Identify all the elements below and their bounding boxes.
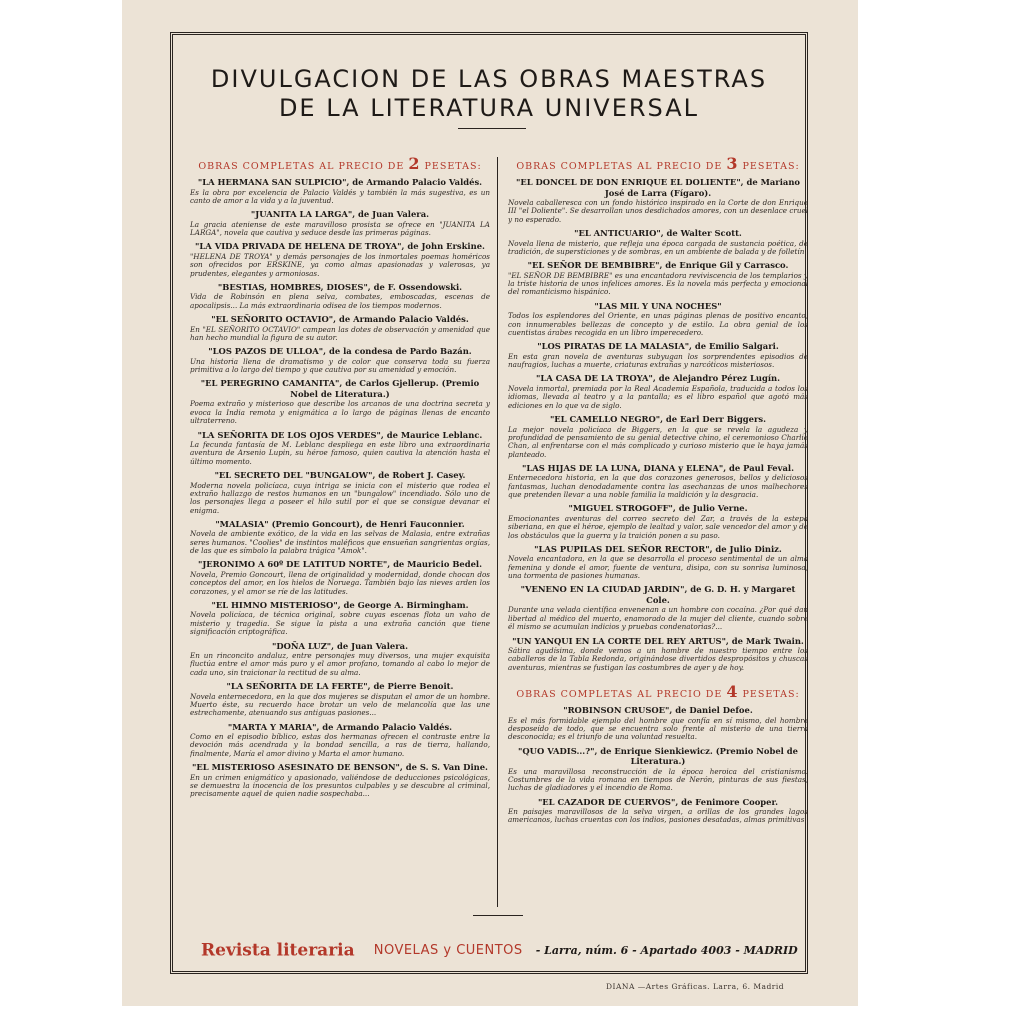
book-title: "EL SECRETO DEL "BUNGALOW", de Robert J. Casey. — [214, 470, 466, 481]
book-entry — [190, 559, 490, 596]
title-divider — [458, 128, 526, 129]
book-description: Como en el episodio bíblico, estas dos hermanas ofrecen el contraste entre la devoción más acendrada y la bondad sencilla, a ras de tierra, hallando, finalmente, María el amor divino y Marta el amor humano. — [190, 732, 490, 758]
book-title: "EL SEÑORITO OCTAVIO", de Armando Palacio Valdés. — [211, 314, 469, 325]
book-title: "QUO VADIS...?", de Enrique Sienkiewicz. (Premio Nobel de Literatura.) — [518, 745, 798, 767]
book-description: Moderna novela policíaca, cuya intriga se inicia con el misterio que rodea el extraño hallazgo de restos humanos en un "bungalow" incendiado. Sólo uno de los personajes llega a poseer el hilo sutil por el que se consigue devanar el enigma. — [190, 480, 490, 515]
section-heading-2-pesetas — [190, 154, 490, 173]
book-description: Durante una velada científica envenenan a un hombre con cocaína. ¿Por qué dan libertad al médico del muerto, enamorado de la mujer del cliente, cuando sobre él mismo se acumulan indicios y pruebas condenatorias?... — [508, 605, 808, 632]
brand-logo-text: Revista literaria — [201, 940, 355, 961]
book-entry — [190, 519, 490, 556]
book-description: La gracia ateniense de este maravilloso prosista se ofrece en "JUANITA LA LARGA", novela que cautiva y seduce desde las primeras páginas. — [190, 219, 490, 238]
book-description: En "EL SEÑORITO OCTAVIO" campean las dotes de observación y amenidad que han hecho mundial la figura de su autor. — [190, 324, 490, 342]
section-heading-4-pesetas — [508, 682, 808, 701]
book-entry — [508, 636, 808, 673]
book-title: "LA VIDA PRIVADA DE HELENA DE TROYA", de John Erskine. — [195, 241, 485, 252]
book-description: En un rinconcito andaluz, entre personajes muy diversos, una mujer exquisita fluctúa entre el amor más puro y el amor profano, tomando al cabo lo mejor de cada uno, sin traicionar la rectitud de su alma. — [190, 651, 490, 677]
book-description: Es la obra por excelencia de Palacio Valdés y también la más sugestiva, es un canto de amor a la vida y a la juventud. — [190, 187, 490, 205]
book-title: "EL CAZADOR DE CUERVOS", de Fenimore Cooper. — [537, 796, 779, 807]
book-description: Vida de Robinsón en plena selva, combates, emboscadas, escenas de apocalipsis... La más extraordinaria odisea de los tiempos modernos. — [190, 292, 490, 310]
book-title: "LA HERMANA SAN SULPICIO", de Armando Palacio Valdés. — [197, 177, 483, 187]
book-description: Novela enternecedora, en la que dos mujeres se disputan el amor de un hombre. Muerto éste, su recuerdo hace brotar un velo de melancolía que las une estrechamente, atenuando sus antiguas pasiones... — [190, 691, 490, 718]
book-description: Novela encantadora, en la que se desarrolla el proceso sentimental de un alma femenina y donde el amor, fuente de ventura, disipa, con su sonrisa luminosa, una tormenta de pasiones humanas. — [508, 554, 808, 581]
book-title: "JERONIMO A 60º DE LATITUD NORTE", de Mauricio Bedel. — [197, 559, 483, 570]
publisher-address: - Larra, núm. 6 - Apartado 4003 - MADRID — [535, 944, 798, 957]
section-heading-3-pesetas — [508, 154, 808, 173]
book-title: "JUANITA LA LARGA", de Juan Valera. — [250, 209, 430, 220]
book-title: "EL PEREGRINO CAMANITA", de Carlos Gjellerup. (Premio Nobel de Literatura.) — [200, 378, 480, 399]
book-description: La fecunda fantasía de M. Leblanc despliega en este libro una extraordinaria aventura de Arsenio Lupin, su héroe famoso, quien cautiva la atención hasta el último momento. — [190, 440, 490, 466]
book-title: "MIGUEL STROGOFF", de Julio Verne. — [568, 503, 748, 514]
book-title: "UN YANQUI EN LA CORTE DEL REY ARTUS", de Mark Twain. — [512, 635, 804, 646]
book-entry — [190, 378, 490, 425]
publisher-footer — [201, 940, 801, 961]
book-description: Sátira agudísima, donde vemos a un hombre de nuestro tiempo entre los caballeros de la Tabla Redonda, originándose divertidos despropósitos y chuscas aventuras, mientras se fustigan las costumbres de ayer y de hoy. — [508, 646, 808, 672]
book-entry — [190, 346, 490, 374]
left-column — [190, 154, 490, 934]
section-price: 2 — [408, 154, 421, 173]
book-description: En paisajes maravillosos de la selva virgen, a orillas de los grandes lagos americanos, luchas cruentas con los indios, pasiones desatadas, almas primitivas. — [508, 807, 808, 825]
book-description: Novela policíaca, de técnica original, sobre cuyas escenas flota un vaho de misterio y tragedia. Se sigue la pista a una extraña canción que tiene significación criptográfica. — [190, 610, 490, 637]
book-title: "EL HIMNO MISTERIOSO", de George A. Birmingham. — [211, 599, 469, 610]
book-description: "HELENA DE TROYA" y demás personajes de los inmortales poemas homéricos son ofrecidos por ERSKINE, ya como almas apasionadas y valerosas, ya prudentes, elegantes y armoniosas. — [190, 251, 490, 278]
right-column — [508, 154, 808, 914]
book-entry — [190, 641, 490, 678]
book-title: "LOS PAZOS DE ULLOA", de la condesa de Pardo Bazán. — [208, 346, 472, 357]
page-title — [173, 65, 805, 123]
book-entry — [190, 314, 490, 342]
book-description: Es una maravillosa reconstrucción de la época heroica del cristianismo. Costumbres de la vida romana en tiempos de Nerón, pinturas de sus fiestas, luchas de gladiadores y el incendio de Roma. — [508, 766, 808, 793]
novelas-y-cuentos-label: NOVELAS y CUENTOS — [373, 943, 523, 958]
section-suffix: PESETAS: — [742, 689, 800, 701]
book-title: "LOS PIRATAS DE LA MALASIA", de Emilio Salgari. — [537, 341, 779, 352]
book-entry — [508, 705, 808, 742]
section-prefix: OBRAS COMPLETAS AL PRECIO DE — [516, 161, 723, 172]
book-entry — [508, 463, 808, 500]
book-title: "EL ANTICUARIO", de Walter Scott. — [574, 228, 742, 239]
book-description: Novela, Premio Goncourt, llena de originalidad y modernidad, donde chocan dos conceptos del amor, en los hielos de Noruega. También bajo las nieves arden los corazones, y el amor se ríe de las latitudes. — [190, 569, 490, 596]
book-entry — [508, 301, 808, 338]
book-entry — [508, 341, 808, 369]
book-entry — [190, 722, 490, 759]
book-entry — [508, 228, 808, 256]
book-title: "LAS MIL Y UNA NOCHES" — [594, 300, 722, 311]
book-entry — [190, 681, 490, 718]
section-price: 4 — [726, 682, 739, 702]
section-suffix: PESETAS: — [742, 161, 800, 172]
book-entry — [508, 260, 808, 297]
book-description: Una historia llena de dramatismo y de color que conserva toda su fuerza primitiva a lo largo del tiempo y que cautiva por su amenidad y emoción. — [190, 356, 490, 375]
printer-credit: DIANA —Artes Gráficas. Larra, 6. Madrid — [606, 982, 785, 991]
book-title: "VENENO EN LA CIUDAD JARDIN", de G. D. H. y Margaret Cole. — [520, 584, 796, 605]
book-title: "EL MISTERIOSO ASESINATO DE BENSON", de S. S. Van Dine. — [192, 762, 488, 773]
book-description: Poema extraño y misterioso que describe los arcanos de una doctrina secreta y evoca la India remota y enigmática a lo largo de páginas llenas de encanto ultraterreno. — [190, 399, 490, 426]
book-title: "LAS HIJAS DE LA LUNA, DIANA y ELENA", de Paul Feval. — [521, 462, 795, 473]
book-description: Novela caballeresca con un fondo histórico inspirado en la Corte de don Enrique III "el Doliente". Se desarrollan unos desdichados amores, con un desenlace cruel y no esperado. — [508, 198, 808, 224]
book-description: En un crimen enigmático y apasionado, valiéndose de deducciones psicológicas, se demuestra la inocencia de los presuntos culpables y se descubre al criminal, precisamente aquel de quien nadie sospechaba... — [190, 772, 490, 799]
book-title: "EL DONCEL DE DON ENRIQUE EL DOLIENTE", de Mariano José de Larra (Fígaro). — [515, 177, 801, 198]
book-title: "ROBINSON CRUSOE", de Daniel Defoe. — [563, 705, 753, 716]
book-description: Emocionantes aventuras del correo secreto del Zar, a través de la estepa siberiana, en que el héroe, ejemplo de lealtad y valor, sale vencedor del amor y de los obstáculos que la guerra y la traición ponen a su paso. — [508, 513, 808, 540]
section-price: 3 — [726, 154, 739, 173]
book-description: Novela de ambiente exótico, de la vida en las selvas de Malasia, entre extrañas seres humanos. "Coolies" de instintos maléficos que ensueñan sangrientas orgías, de las que es símbolo la palabra trágica "Amok". — [190, 529, 490, 556]
book-description: Todos los esplendores del Oriente, en unas páginas plenas de positivo encanto, con innumerables bellezas de concepto y de estilo. La obra genial de los cuentistas árabes recogida en un libro imperecedero. — [508, 311, 808, 337]
book-description: Es el más formidable ejemplo del hombre que confía en sí mismo, del hombre desposeído de todo, que se encuentra solo frente al misterio de una tierra desconocida; es el triunfo de una voluntad resuelta. — [508, 715, 808, 742]
book-title: "MARTA Y MARIA", de Armando Palacio Valdés. — [227, 721, 453, 732]
section-prefix: OBRAS COMPLETAS AL PRECIO DE — [198, 161, 405, 172]
title-line-1: DIVULGACION DE LAS OBRAS MAESTRAS — [210, 65, 768, 93]
book-title: "BESTIAS, HOMBRES, DIOSES", de F. Ossendowski. — [217, 281, 463, 292]
right-sections — [508, 154, 808, 825]
book-entry — [190, 430, 490, 467]
book-entry — [190, 177, 490, 205]
section-suffix: PESETAS: — [424, 161, 482, 172]
book-description: En esta gran novela de aventuras subyugan los sorprendentes episodios de naufragios, luchas a muerte, criaturas extrañas y narcóticos misteriosos. — [508, 351, 808, 370]
page-border — [170, 32, 808, 974]
book-entry — [508, 544, 808, 581]
title-line-2: DE LA LITERATURA UNIVERSAL — [278, 93, 700, 122]
book-description: Novela inmortal, premiada por la Real Academia Española, traducida a todos los idiomas, llevada al teatro y a la pantalla; es el libro español que agotó más ediciones en lo que va de siglo. — [508, 383, 808, 410]
book-entry — [508, 797, 808, 825]
book-list-2-pesetas — [190, 177, 490, 799]
book-title: "DOÑA LUZ", de Juan Valera. — [271, 640, 409, 651]
book-entry — [508, 584, 808, 631]
book-entry — [508, 373, 808, 410]
magazine-page — [122, 0, 858, 1006]
footer-divider — [473, 915, 523, 916]
book-entry — [508, 177, 808, 224]
book-description: Enternecedora historia, en la que dos corazones generosos, bellos y deliciosos fantasmas, luchan denodadamente contra las asechanzas de unos malhechores que pretenden llevar a una noble familia la maldición y la desgracia. — [508, 473, 808, 500]
book-title: "EL CAMELLO NEGRO", de Earl Derr Biggers. — [549, 414, 767, 424]
column-divider — [497, 157, 498, 907]
book-title: "EL SEÑOR DE BEMBIBRE", de Enrique Gil y Carrasco. — [527, 260, 789, 271]
book-entry — [190, 241, 490, 278]
book-title: "LA SEÑORITA DE LA FERTE", de Pierre Benoit. — [226, 681, 454, 692]
book-title: "MALASIA" (Premio Goncourt), de Henri Fauconnier. — [215, 518, 465, 529]
book-entry — [508, 503, 808, 540]
book-entry — [190, 470, 490, 515]
book-entry — [190, 209, 490, 237]
book-entry — [190, 762, 490, 799]
book-entry — [508, 746, 808, 793]
book-title: "LA SEÑORITA DE LOS OJOS VERDES", de Maurice Leblanc. — [197, 429, 483, 440]
book-description: "EL SEÑOR DE BEMBIBRE" es una encantadora reviviscencia de los templarios y la triste historia de unos infelices amores. Es la novela más perfecta y emocional del romanticismo hispánico. — [508, 270, 808, 297]
section-prefix: OBRAS COMPLETAS AL PRECIO DE — [516, 689, 723, 701]
book-title: "LAS PUPILAS DEL SEÑOR RECTOR", de Julio Diniz. — [534, 543, 782, 554]
book-description: Novela llena de misterio, que refleja una época cargada de sustancia poética, de tradición, de supersticiones y de sombras, en un ambiente de balada y de folletín. — [508, 238, 808, 256]
book-title: "LA CASA DE LA TROYA", de Alejandro Pérez Lugín. — [535, 373, 781, 384]
book-entry — [190, 282, 490, 310]
book-description: La mejor novela policíaca de Biggers, en la que se revela la agudeza y profundidad de pensamiento de su genial detective chino, el ceremonioso Charlie Chan, al enfrentarse con el más complicado y curioso misterio que le haya jamás planteado. — [508, 424, 808, 459]
book-entry — [508, 414, 808, 459]
book-entry — [190, 600, 490, 637]
